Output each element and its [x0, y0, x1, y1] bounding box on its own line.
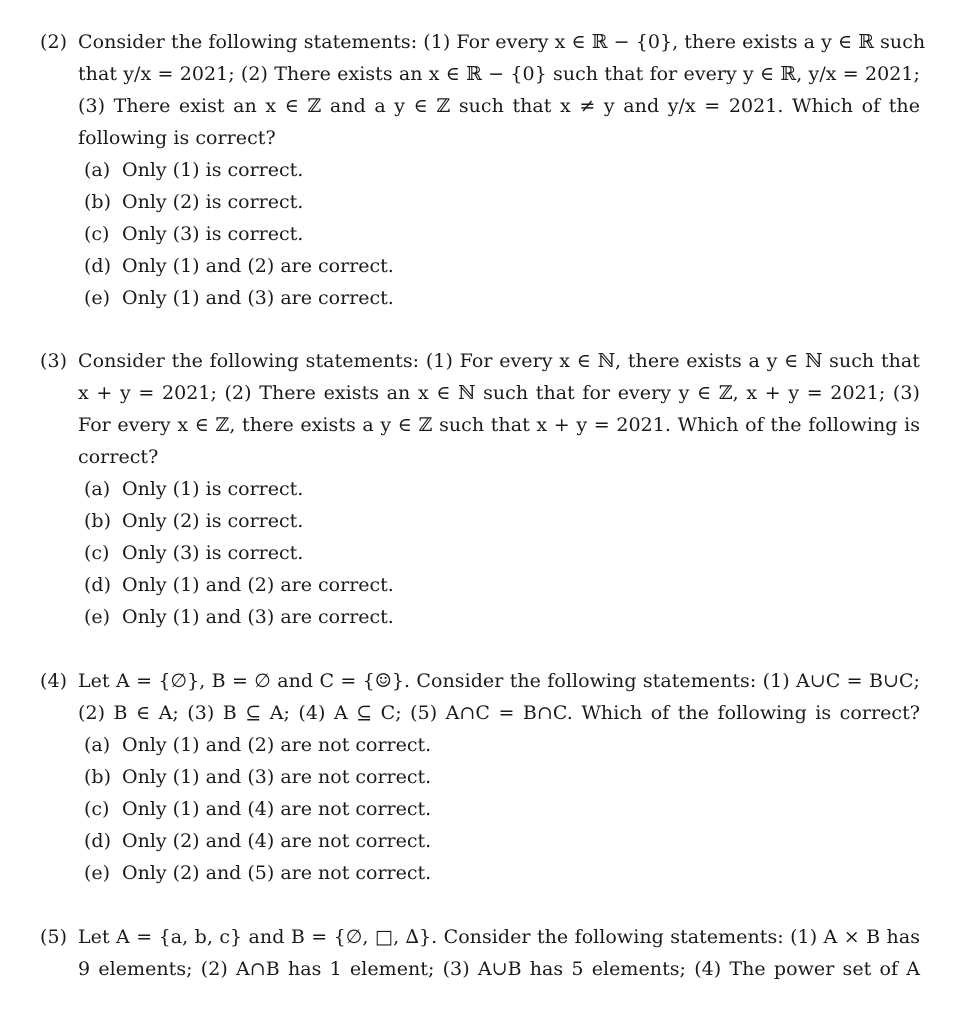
- question-text: that y/x = 2021; (2) There exists an x ∈ ℝ − {0} such that for every y ∈ ℝ, y/x = 2021;: [78, 63, 920, 85]
- option-letter: (e): [84, 606, 111, 628]
- option-text: Only (2) and (4) are not correct.: [122, 830, 432, 852]
- answer-option: [40, 601, 920, 633]
- option-text: Only (1) is correct.: [122, 478, 304, 500]
- answer-option: [40, 218, 920, 250]
- option-text: Only (2) is correct.: [122, 510, 304, 532]
- question-text: Let A = {a, b, c} and B = {∅, □, ∆}. Consider the following statements: (1) A × B has: [78, 926, 920, 948]
- option-letter: (b): [84, 191, 111, 213]
- answer-option: [40, 473, 920, 505]
- option-letter: (c): [84, 798, 110, 820]
- option-letter: (d): [84, 830, 111, 852]
- answer-option: [40, 825, 920, 857]
- question-line: [40, 122, 920, 154]
- option-text: Only (1) and (3) are not correct.: [122, 766, 432, 788]
- option-text: Only (2) is correct.: [122, 191, 304, 213]
- question-text: (2) B ∈ A; (3) B ⊆ A; (4) A ⊆ C; (5) A∩C = B∩C. Which of the following is correct?: [78, 702, 920, 724]
- question-number: (2): [40, 31, 68, 53]
- option-text: Only (1) and (3) are correct.: [122, 287, 394, 309]
- question-text: For every x ∈ ℤ, there exists a y ∈ ℤ such that x + y = 2021. Which of the following is: [78, 414, 920, 436]
- question-2: [40, 26, 926, 314]
- answer-option: [40, 761, 920, 793]
- question-3: [40, 345, 920, 633]
- question-line: [40, 26, 926, 58]
- answer-option: [40, 537, 920, 569]
- question-line: [40, 90, 920, 122]
- answer-option: [40, 729, 920, 761]
- answer-option: [40, 250, 920, 282]
- question-line: [40, 58, 920, 90]
- option-text: Only (3) is correct.: [122, 223, 304, 245]
- option-letter: (a): [84, 159, 111, 181]
- question-4: [40, 665, 920, 889]
- question-5: [40, 921, 920, 985]
- option-letter: (b): [84, 510, 111, 532]
- option-text: Only (1) and (2) are not correct.: [122, 734, 432, 756]
- question-line: [40, 697, 920, 729]
- option-text: Only (3) is correct.: [122, 542, 304, 564]
- question-line: [40, 921, 920, 953]
- option-text: Only (1) and (2) are correct.: [122, 574, 394, 596]
- option-letter: (e): [84, 287, 111, 309]
- option-text: Only (1) and (3) are correct.: [122, 606, 394, 628]
- question-number: (3): [40, 350, 68, 372]
- option-letter: (b): [84, 766, 111, 788]
- question-line: [40, 409, 920, 441]
- question-line: [40, 953, 920, 985]
- option-text: Only (1) and (2) are correct.: [122, 255, 394, 277]
- question-number: (5): [40, 926, 68, 948]
- option-letter: (e): [84, 862, 111, 884]
- question-text: Consider the following statements: (1) For every x ∈ ℕ, there exists a y ∈ ℕ such that: [78, 350, 920, 372]
- option-letter: (d): [84, 255, 111, 277]
- question-line: [40, 665, 920, 697]
- option-text: Only (1) and (4) are not correct.: [122, 798, 432, 820]
- answer-option: [40, 857, 920, 889]
- option-letter: (c): [84, 223, 110, 245]
- question-line: [40, 345, 920, 377]
- option-text: Only (1) is correct.: [122, 159, 304, 181]
- option-letter: (a): [84, 478, 111, 500]
- answer-option: [40, 793, 920, 825]
- option-text: Only (2) and (5) are not correct.: [122, 862, 432, 884]
- question-text: Consider the following statements: (1) For every x ∈ ℝ − {0}, there exists a y ∈ ℝ such: [78, 31, 926, 53]
- question-text: 9 elements; (2) A∩B has 1 element; (3) A∪B has 5 elements; (4) The power set of A: [78, 958, 920, 980]
- question-text: following is correct?: [78, 127, 276, 149]
- answer-option: [40, 282, 920, 314]
- answer-option: [40, 154, 920, 186]
- answer-option: [40, 186, 920, 218]
- option-letter: (a): [84, 734, 111, 756]
- question-number: (4): [40, 670, 68, 692]
- option-letter: (d): [84, 574, 111, 596]
- question-text: x + y = 2021; (2) There exists an x ∈ ℕ such that for every y ∈ ℤ, x + y = 2021; (3): [78, 382, 920, 404]
- answer-option: [40, 569, 920, 601]
- question-text: correct?: [78, 446, 159, 468]
- question-line: [40, 441, 920, 473]
- question-text: Let A = {∅}, B = ∅ and C = {☺}. Consider the following statements: (1) A∪C = B∪C;: [78, 670, 920, 692]
- question-line: [40, 377, 920, 409]
- answer-option: [40, 505, 920, 537]
- question-text: (3) There exist an x ∈ ℤ and a y ∈ ℤ such that x ≠ y and y/x = 2021. Which of the: [78, 95, 920, 117]
- option-letter: (c): [84, 542, 110, 564]
